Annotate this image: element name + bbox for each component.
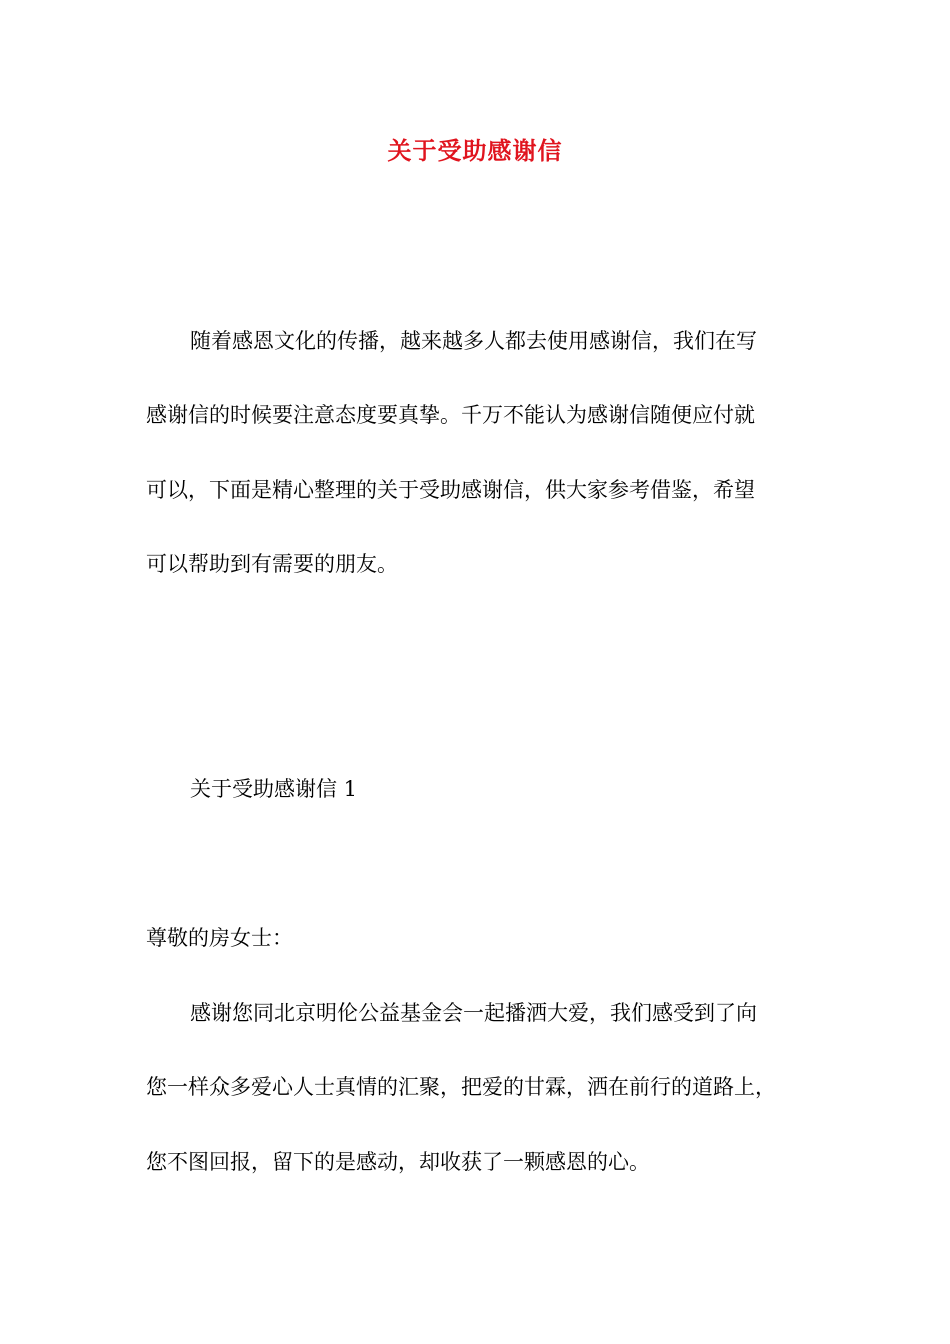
section-heading: 关于受助感谢信 1: [190, 777, 358, 801]
body-line-2: 您一样众多爱心人士真情的汇聚，把爱的甘霖，洒在前行的道路上，: [146, 1075, 776, 1099]
body-line-1: 感谢您同北京明伦公益基金会一起播洒大爱，我们感受到了向: [190, 1001, 757, 1025]
intro-line-2: 感谢信的时候要注意态度要真挚。千万不能认为感谢信随便应付就: [146, 403, 755, 427]
intro-line-4: 可以帮助到有需要的朋友。: [146, 552, 398, 576]
intro-line-3: 可以，下面是精心整理的关于受助感谢信，供大家参考借鉴，希望: [146, 478, 755, 502]
body-line-3: 您不图回报，留下的是感动，却收获了一颗感恩的心。: [146, 1150, 650, 1174]
salutation: 尊敬的房女士：: [146, 926, 293, 950]
intro-line-1: 随着感恩文化的传播，越来越多人都去使用感谢信，我们在写: [190, 329, 757, 353]
document-title: 关于受助感谢信: [387, 136, 563, 165]
